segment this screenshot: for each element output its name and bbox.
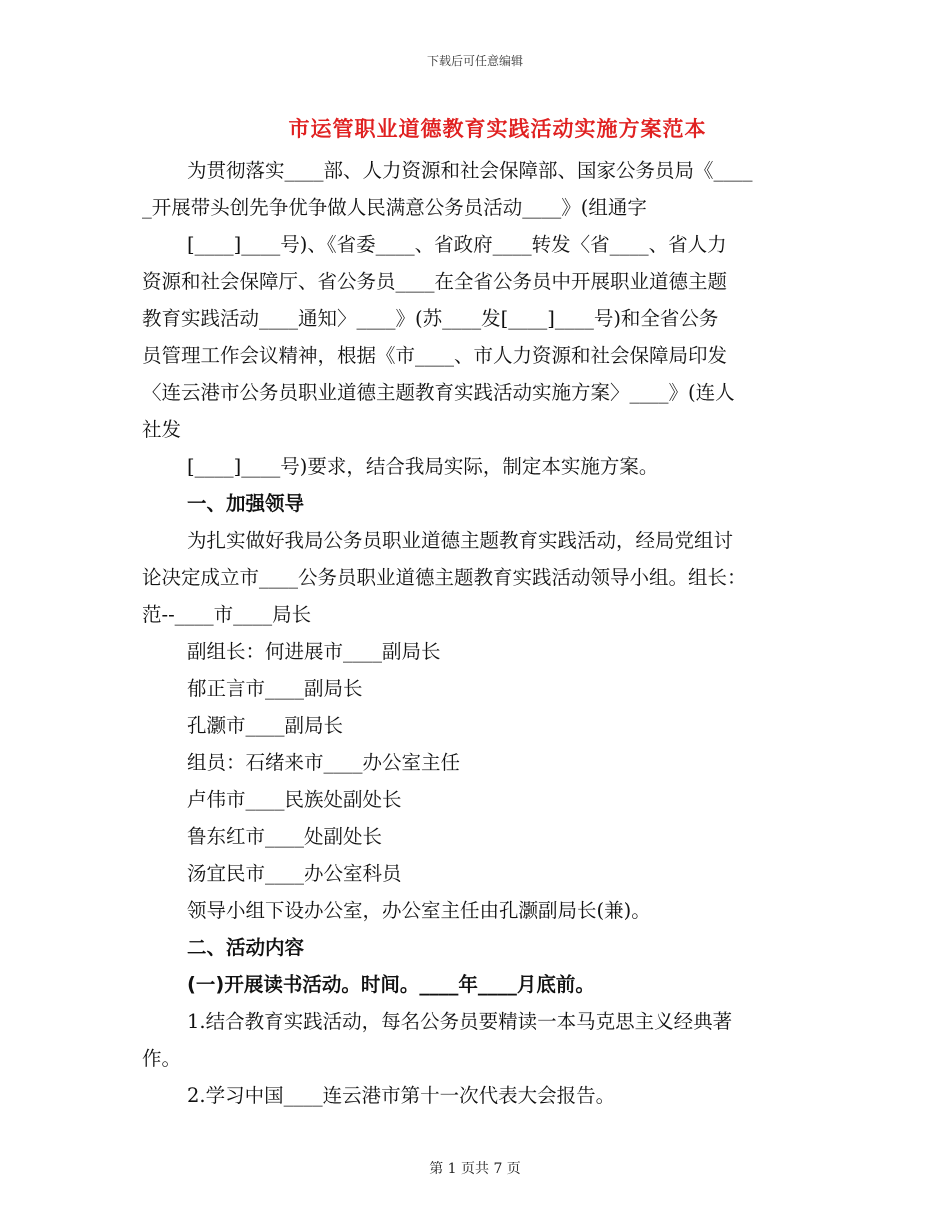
body-text-line: 范--____市____局长 bbox=[142, 603, 312, 626]
body-text-line: 组员：石绪来市____办公室主任 bbox=[187, 751, 461, 774]
section-heading-line: 二、活动内容 bbox=[187, 936, 305, 959]
document-body bbox=[142, 152, 810, 1114]
body-text-line: 孔灏市____副局长 bbox=[187, 714, 344, 737]
body-text-line: 〈连云港市公务员职业道德主题教育实践活动实施方案〉____》(连人 bbox=[142, 381, 735, 404]
body-text-line: 副组长：何进展市____副局长 bbox=[187, 640, 441, 663]
body-text-line: 2.学习中国____连云港市第十一次代表大会报告。 bbox=[187, 1084, 616, 1107]
body-text-line: 社发 bbox=[142, 418, 182, 441]
body-text-line: 1.结合教育实践活动，每名公务员要精读一本马克思主义经典著 bbox=[187, 1010, 733, 1033]
body-text-line: 教育实践活动____通知〉____》(苏____发[____]____号)和全省公务 bbox=[142, 307, 719, 330]
document-title: 市运管职业道德教育实践活动实施方案范本 bbox=[288, 117, 707, 141]
body-text-line: 为贯彻落实____部、人力资源和社会保障部、国家公务员局《____ bbox=[187, 159, 753, 182]
body-text-line: 资源和社会保障厅、省公务员____在全省公务员中开展职业道德主题 bbox=[142, 270, 728, 293]
body-text-line: [____]____号)、《省委____、省政府____转发〈省____、省人力 bbox=[187, 233, 727, 256]
body-text-line: 员管理工作会议精神，根据《市____、市人力资源和社会保障局印发 bbox=[142, 344, 728, 367]
body-text-line: _开展带头创先争优争做人民满意公务员活动____》(组通字 bbox=[142, 196, 647, 219]
body-text-line: 鲁东红市____处副处长 bbox=[187, 825, 383, 848]
body-text-line: 作。 bbox=[142, 1047, 182, 1070]
body-text-line: 为扎实做好我局公务员职业道德主题教育实践活动，经局党组讨 bbox=[187, 529, 734, 552]
body-text-line: 郁正言市____副局长 bbox=[187, 677, 363, 700]
body-text-line: 汤宜民市____办公室科员 bbox=[187, 862, 402, 885]
body-text-line: 领导小组下设办公室，办公室主任由孔灏副局长(兼)。 bbox=[187, 899, 651, 922]
section-heading-line: 一、加强领导 bbox=[187, 492, 305, 515]
body-text-line: 论决定成立市____公务员职业道德主题教育实践活动领导小组。组长： bbox=[142, 566, 747, 589]
header-note: 下载后可任意编辑 bbox=[426, 54, 523, 68]
section-heading-line: (一)开展读书活动。时间。____年____月底前。 bbox=[187, 973, 595, 996]
body-text-line: 卢伟市____民族处副处长 bbox=[187, 788, 402, 811]
page-footer: 第 1 页共 7 页 bbox=[429, 1161, 521, 1177]
body-text-line: [____]____号)要求，结合我局实际，制定本实施方案。 bbox=[187, 455, 659, 478]
